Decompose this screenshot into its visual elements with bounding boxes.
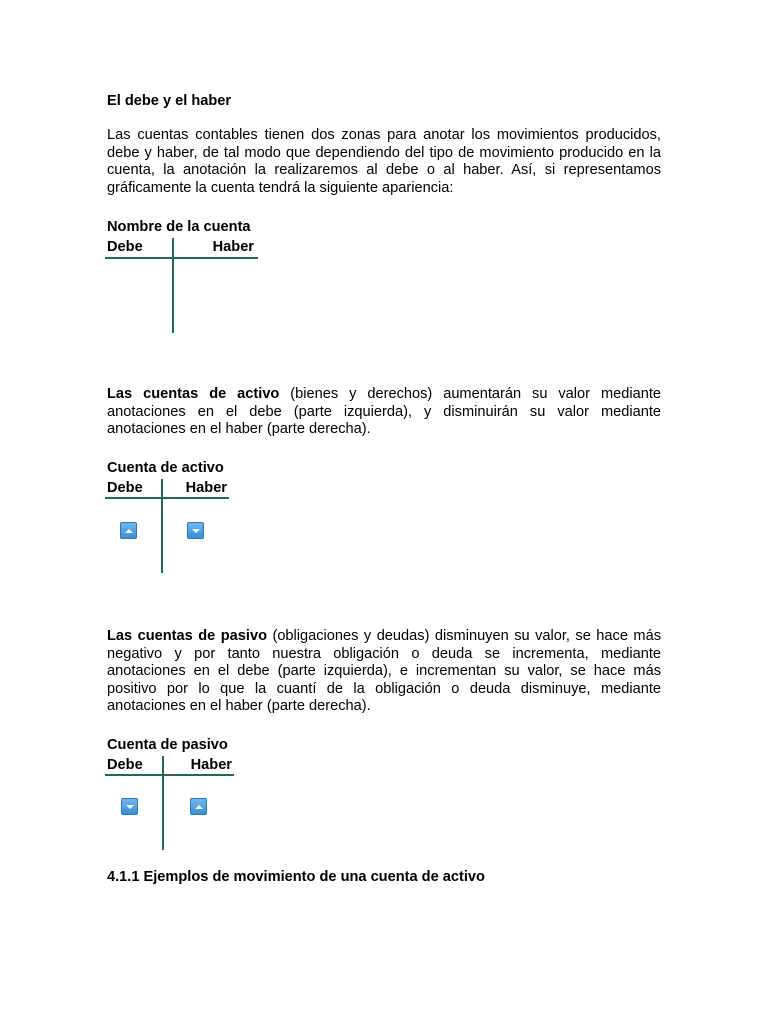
arrow-up-icon (190, 798, 207, 815)
t-account-generic (105, 218, 260, 336)
t-account-title: Nombre de la cuenta (107, 219, 251, 235)
subsection-title: 4.1.1 Ejemplos de movimiento de una cuenta de activo (107, 869, 485, 885)
arrow-up-icon (120, 522, 137, 539)
t-account-activo (105, 459, 235, 575)
t-account-horizontal-line (105, 497, 229, 499)
arrow-down-icon (187, 522, 204, 539)
t-account-title: Cuenta de pasivo (107, 737, 228, 753)
t-account-horizontal-line (105, 774, 234, 776)
t-account-haber-label: Haber (190, 757, 232, 773)
t-account-title: Cuenta de activo (107, 460, 224, 476)
t-account-debe-label: Debe (107, 239, 143, 255)
arrow-down-icon (121, 798, 138, 815)
t-account-haber-label: Haber (212, 239, 254, 255)
pasivo-lead: Las cuentas de pasivo (107, 628, 267, 644)
activo-paragraph (107, 386, 661, 439)
t-account-vertical-line (172, 238, 174, 333)
section-title: El debe y el haber (107, 93, 232, 109)
pasivo-paragraph (107, 628, 661, 716)
t-account-horizontal-line (105, 257, 258, 259)
t-account-vertical-line (162, 756, 164, 850)
activo-rest: (bienes y derechos) aumentarán su valor mediante anotaciones en el debe (parte izquierda), y disminuirán su valor mediante anotaciones en el haber (parte derecha). (107, 386, 661, 437)
intro-paragraph: Las cuentas contables tienen dos zonas para anotar los movimientos producidos, debe y haber, de tal modo que dependiendo del tipo de movimiento producido en la cuenta, la anotación la realizaremos al debe o al haber. Así, si representamos gráficamente la cuenta tendrá la siguiente apariencia: (107, 127, 661, 196)
t-account-debe-label: Debe (107, 757, 143, 773)
t-account-debe-label: Debe (107, 480, 143, 496)
t-account-vertical-line (161, 479, 163, 573)
activo-lead: Las cuentas de activo (107, 386, 280, 402)
t-account-haber-label: Haber (185, 480, 227, 496)
pasivo-rest: (obligaciones y deudas) disminuyen su valor, se hace más negativo y por tanto nuestra obligación o deuda se incrementa, mediante anotaciones en el debe (parte izquierda), e incrementan su valor, se hace más positivo por lo que la cuantí de la obligación o deuda disminuye, mediante anotaciones en el haber (parte derecha). (107, 628, 661, 714)
t-account-pasivo (105, 736, 240, 852)
